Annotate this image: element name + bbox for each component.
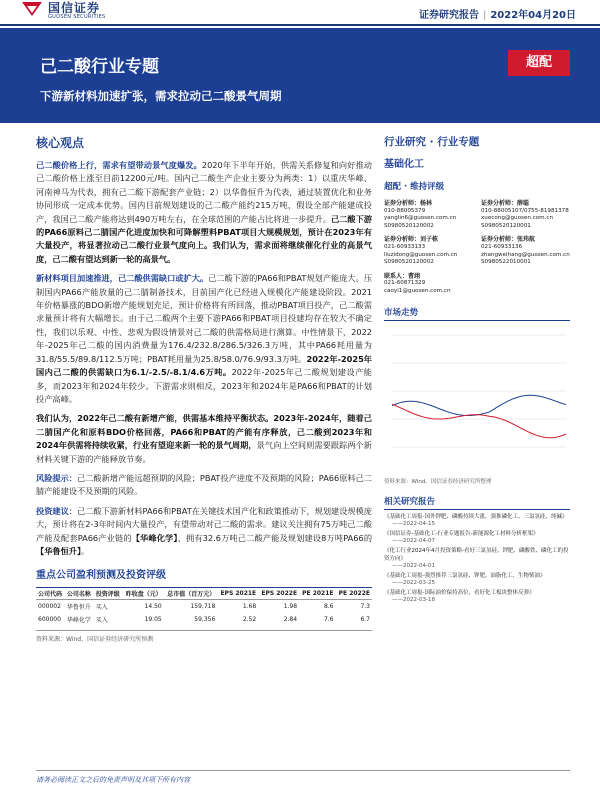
page-title: 己二酸行业专题 (40, 57, 159, 77)
col-eps-2022: EPS 2022E (258, 588, 299, 600)
analyst-email-link[interactable]: xuecong@guosen.com.cn (481, 215, 554, 222)
chart-series-line-a (392, 404, 566, 438)
chart-series-line-b (392, 395, 566, 415)
table-title: 重点公司盈利预测及投资评级 (36, 570, 166, 582)
paragraph-body: 己二酸新增产能远超预期的风险；PBAT投产进度不及预期的风险；PA66原料己二腈产能建设不及预期的风险。 (36, 472, 372, 497)
analyst-email-link[interactable]: zhangweihang@guosen.com.cn (481, 251, 570, 258)
paragraph-lead: 新材料项目加速推进，己二酸供需缺口或扩大。 (36, 273, 209, 284)
col-pe-2021: PE 2021E (299, 588, 335, 600)
section-title: 核心观点 (36, 136, 85, 150)
stock-huafeng: 【华峰化学】 (131, 532, 178, 543)
market-trend-svg (384, 325, 570, 475)
report-type: 证券研究报告 (418, 10, 479, 21)
analyst-card: 证券分析师：薛聪 010-88005107/0755-81981378 xuecong@guosen.com.cn S0980520120001 (481, 200, 569, 229)
analyst-email-link[interactable]: yanglin6@guosen.com.cn (384, 215, 457, 222)
paragraph-body: 2020年下半年开始，供需关系修复和向好推动己二酸价格上涨至目前12200元/吨。国内己二酸生产企业主要分为两类：1）以重庆华峰、河南神马为代表，拥有己二酸下游配套产业链；2）以华鲁恒升为代表，通过装置优化和业务协同形成一定成本优势。国内目前规划建设的己二酸产能约215万吨，假设全部产能建成投产，我国己二酸产能将达到490万吨左右，在全球范围的产能占比将进一步提升。 (36, 160, 372, 224)
paragraph-outlook (36, 412, 372, 466)
paragraph-supply-gap (36, 272, 372, 406)
main-content (36, 134, 372, 643)
report-category: 行业研究 · 行业专题 (384, 136, 480, 148)
chart-source: 资料来源：Wind、国信证券经济研究所整理 (384, 478, 492, 485)
paragraph-emphasis: 己二酸下游的PA66原料己二腈国产化进度加快和可降解塑料PBAT项目大规模规划，预计在2023年有大量投产，将显著拉动己二酸行业景气度向上。我们认为，需求面将继续催化行业的高景气度，己二酸有望达到新一轮的高景气。 (36, 213, 372, 264)
col-code: 公司代码 (36, 588, 65, 600)
related-report-link[interactable]: 《国信证券-基础化工-行业专题报告-新能源化工材料分析框架》 ——2022-04-07 (384, 530, 539, 545)
col-eps-2021: EPS 2021E (217, 588, 258, 600)
paragraph-lead: 投资建议： (36, 505, 77, 516)
paragraph-tail: 2022年-2025年己二酸规划建设产能多，而2023年和2024年较少。下游需求则相反，2023年和2024年是PA66和PBAT的计划投产高峰。 (36, 367, 372, 404)
paragraph-price (36, 159, 372, 266)
stock-hualu: 【华鲁恒升】 (36, 545, 82, 556)
related-report-link[interactable]: 《化工行业2024年4月投资策略-看好三氯氢硅、钾肥、磷酸铁、磷化工的投资方向》 ——2022-04-01 (384, 547, 569, 570)
analyst-card: 证券分析师：杨林 010-88005379 yanglin6@guosen.com.cn S0980520120002 (384, 200, 473, 230)
report-meta: 证券研究报告 | 2022年04月20日 (418, 10, 576, 21)
table-header-row (36, 588, 372, 600)
related-title: 相关研究报告 (384, 495, 570, 510)
analyst-email-link[interactable]: liuzidong@guosen.com.cn (384, 251, 458, 258)
col-mktcap: 总市值（百万元） (164, 588, 218, 600)
paragraph-lead: 己二酸价格上行，需求有望带动景气度爆发。 (36, 160, 202, 170)
industry-name: 基础化工 (384, 159, 424, 170)
brand-cn: 国信证券 (48, 1, 101, 15)
paragraph-body: 己二酸下游新材料PA66和PBAT在关键技术国产化和政策推动下，规划建设规模庞大，预计将在2-3年时间内大量投产，有望带动对己二酸的需求。建议关注拥有75万吨己二酸产能及配套PA66产业链的 (36, 505, 372, 543)
related-report-link[interactable]: 《基础化工周报-国外钾肥、磷酸持续大涨，强推磷化工、三氯氢硅、纯碱》 ——2022-04-15 (384, 513, 568, 528)
report-date: 2022年04月20日 (490, 10, 576, 21)
chart-title: 市场走势 (384, 306, 570, 321)
earnings-table (36, 587, 372, 626)
analyst-card: 证券分析师：刘子栋 021-60933133 liuzidong@guosen.com.cn S0980520120002 (384, 236, 473, 266)
paragraph-body: 景气向上空间则需要跟踪两个新材料关键下游的产能释放节奏。 (36, 440, 372, 464)
company-logo (22, 2, 106, 20)
paragraph-body: 、拥有32.6万吨己二酸产能及规划建设8万吨PA66的 (177, 532, 373, 543)
paragraph-investment: 投资建议：己二酸下游新材料PA66和PBAT在关键技术国产化和政策推动下，规划建设规模庞大，预计将在2-3年时间内大量投产，有望带动对己二酸的需求。建议关注拥有75万吨己二酸产能及配套PA66产业链的【华峰化学】、拥有32.6万吨己二酸产能及规划建设8万吨PA66的【华鲁恒升】。 (36, 505, 373, 556)
page-subtitle: 下游新材料加速扩张，需求拉动己二酸景气周期 (40, 89, 282, 103)
rating-status: 超配 · 维持评级 (384, 182, 445, 192)
paragraph-emphasis: 2022年-2025年国内己二酸的供需缺口为6.1/-2.5/-8.1/4.6万吨。 (36, 353, 372, 378)
col-rating: 投资评级 (94, 588, 123, 600)
footer-divider (36, 770, 570, 771)
rating-badge: 超配 (508, 50, 570, 76)
analyst-card: 联系人：曹翊 021-60871329 caoyi1@guosen.com.cn (384, 273, 473, 296)
col-close: 昨收盘（元） (123, 588, 164, 600)
paragraph-risk (36, 472, 372, 499)
logo-mark-icon (22, 2, 42, 20)
table-row: 600000 华峰化学 买入 19.05 59,356 2.52 2.84 7.6 6.7 (38, 616, 370, 625)
sidebar (384, 134, 570, 607)
paragraph-body: 己二酸下游的PA66和PBAT规划产能庞大。压制国内PA66产能放量的己二腈制备技术，目前国产化已经进入规模化产能建设阶段。2021年价格暴涨的BDO新增产能规划充足，预计价格将有所回落，推动PBAT项目投产，己二酸需求量预计将有大幅增长。由于己二酸两个主要下游PA66和PBAT项目投建均存在较大不确定性，我们以乐观、中性、悲观为假设情景对己二酸的供需格局进行测算。中性情景下，2022年-2025年己二酸的国内消费量为176.4/232.8/286.5/326.3万吨，其中PA66耗用量为31.8/55.5/89.8/112.5万吨；PBAT耗用量为25.8/58.0/76.9/93.3万吨。 (36, 273, 372, 364)
related-report-link[interactable]: 《基础化工周报-强烈推荐三氯氢硅、钾肥、油脂化工、生物柴油》 ——2022-03-25 (384, 572, 546, 587)
analyst-card: 证券分析师：张玮航 021-60933136 zhangweihang@guosen.com.cn S0980522010001 (481, 236, 570, 266)
related-reports (384, 514, 570, 606)
analyst-list (384, 200, 570, 296)
title-banner (0, 28, 600, 123)
market-trend-chart (384, 325, 570, 475)
col-pe-2022: PE 2022E (336, 588, 373, 600)
brand-en: GUOSEN SECURITIES (48, 14, 106, 20)
table-row: 000002 华鲁恒升 买入 14.50 159,718 1.68 1.98 8.6 7.3 (38, 603, 370, 612)
footer-disclaimer: 请务必阅读正文之后的免责声明及其项下所有内容 (36, 776, 190, 784)
related-report-link[interactable]: 《基础化工周报-国际油价保持高位，看好化工板块整体反弹》 ——2022-03-18 (384, 589, 535, 604)
top-bar (0, 0, 600, 26)
col-name: 公司名称 (65, 588, 94, 600)
analyst-email-link[interactable]: caoyi1@guosen.com.cn (384, 287, 451, 294)
table-source-note: 资料来源：Wind、国信证券经济研究所预测 (36, 630, 372, 643)
paragraph-lead: 风险提示： (36, 472, 77, 483)
paragraph-emphasis: 我们认为，2022年己二酸有新增产能，供需基本维持平衡状态。2023年-2024年，随着己二腈国产化和原料BDO价格回落，PA66和PBAT的产能有序释放，己二酸到2023年和2024年供需将持续收紧，行业有望迎来新一轮的景气周期， (36, 413, 372, 451)
